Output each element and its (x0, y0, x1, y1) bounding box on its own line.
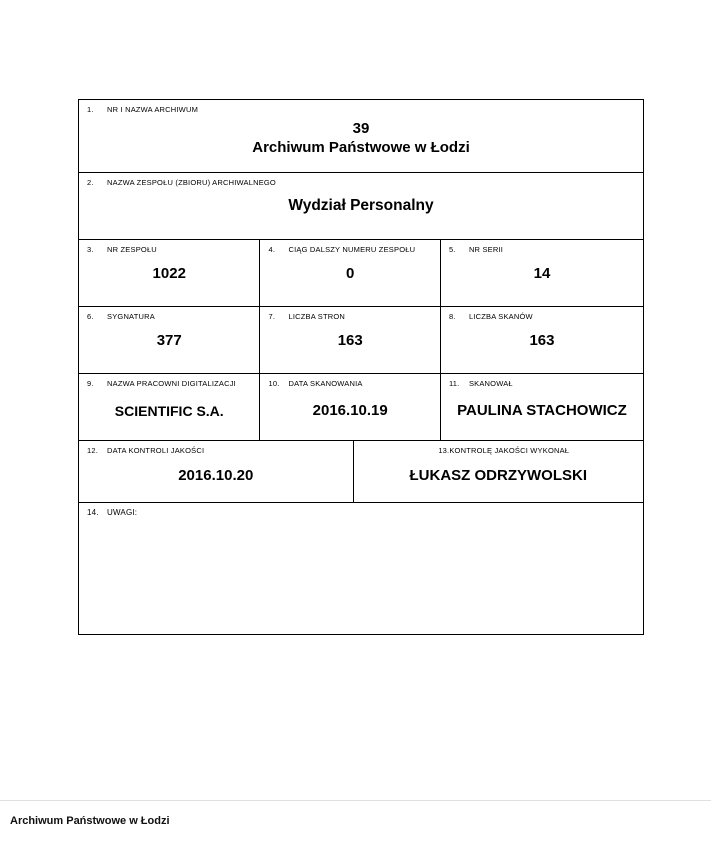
field-label (87, 178, 635, 187)
form-row-fonds-numbers (79, 239, 643, 306)
field-label (87, 312, 251, 321)
field-number: 11. (448, 379, 460, 388)
field-scanned-by (440, 374, 643, 440)
field-page-count (259, 307, 439, 373)
field-label (449, 245, 635, 254)
field-series-number (440, 240, 643, 306)
field-label-text: DATA SKANOWANIA (288, 379, 363, 388)
field-label (268, 379, 431, 388)
field-label-text: NR I NAZWA ARCHIWUM (107, 105, 199, 114)
archive-number-value: 39 (352, 119, 370, 137)
field-label-text: NR SERII (468, 245, 504, 254)
field-label (87, 105, 635, 114)
field-label (362, 446, 635, 455)
field-label (268, 312, 431, 321)
field-label-text: NAZWA PRACOWNI DIGITALIZACJI (107, 379, 236, 388)
field-fonds-name (79, 173, 643, 239)
field-number: 12. (87, 446, 99, 455)
field-value: 2016.10.19 (312, 402, 388, 420)
field-number: 2. (87, 178, 94, 187)
field-label (87, 508, 635, 518)
field-number: 14. (87, 508, 99, 517)
field-number: 9. (87, 379, 94, 388)
field-value: 0 (346, 265, 355, 283)
field-remarks (79, 503, 643, 634)
field-value: PAULINA STACHOWICZ (457, 402, 627, 420)
field-label-text: LICZBA STRON (288, 312, 346, 321)
field-signature (79, 307, 259, 373)
field-value (87, 518, 635, 627)
field-value: 1022 (152, 265, 186, 283)
status-bar-caption: Archiwum Państwowe w Łodzi (10, 815, 170, 827)
form-row-archive (79, 100, 643, 172)
field-label-text: KONTROLĘ JAKOŚCI WYKONAŁ (449, 446, 570, 455)
field-qc-by (353, 441, 643, 502)
field-value: 163 (337, 332, 363, 350)
form-row-fonds-name (79, 172, 643, 239)
field-label (87, 245, 251, 254)
field-fonds-number-continued (259, 240, 439, 306)
field-label-text: LICZBA SKANÓW (468, 312, 533, 321)
field-number: 3. (87, 245, 94, 254)
field-number: 10. (268, 379, 280, 388)
field-fonds-number (79, 240, 259, 306)
field-number: 1. (87, 105, 94, 114)
field-scan-count (440, 307, 643, 373)
field-label (87, 379, 251, 388)
field-scan-date (259, 374, 439, 440)
field-label-text: NR ZESPOŁU (107, 245, 157, 254)
field-value: ŁUKASZ ODRZYWOLSKI (409, 466, 587, 484)
field-number: 8. (448, 312, 456, 321)
field-label-text: SKANOWAŁ (468, 379, 513, 388)
field-value: 377 (156, 332, 182, 350)
field-number: 7. (268, 312, 276, 321)
field-label-text: NAZWA ZESPOŁU (ZBIORU) ARCHIWALNEGO (107, 178, 276, 187)
archive-name-value: Archiwum Państwowe w Łodzi (252, 138, 470, 156)
form-row-counts (79, 306, 643, 373)
field-label (449, 312, 635, 321)
field-value: Wydział Personalny (288, 196, 434, 214)
field-label-text: SYGNATURA (107, 312, 155, 321)
form-row-quality-control (79, 440, 643, 502)
digitization-metadata-form (78, 99, 644, 635)
field-label (449, 379, 635, 388)
field-digitization-lab (79, 374, 259, 440)
field-label-text: UWAGI: (107, 508, 138, 517)
field-label (87, 446, 345, 455)
field-number: 6. (87, 312, 94, 321)
field-value: 14 (533, 265, 551, 283)
field-qc-date (79, 441, 353, 502)
field-number: 5. (448, 245, 456, 254)
field-number: 4. (268, 245, 276, 254)
field-value: 2016.10.20 (178, 466, 254, 484)
field-value (87, 114, 635, 165)
form-row-remarks (79, 502, 643, 634)
field-number: 13. (438, 446, 450, 455)
field-label (268, 245, 431, 254)
field-label-text: CIĄG DALSZY NUMERU ZESPOŁU (288, 245, 416, 254)
field-label-text: DATA KONTROLI JAKOŚCI (107, 446, 205, 455)
field-archive-name (79, 100, 643, 172)
field-value: SCIENTIFIC S.A. (114, 402, 224, 419)
field-value: 163 (529, 332, 555, 350)
status-bar (0, 800, 711, 841)
form-row-scanning (79, 373, 643, 440)
